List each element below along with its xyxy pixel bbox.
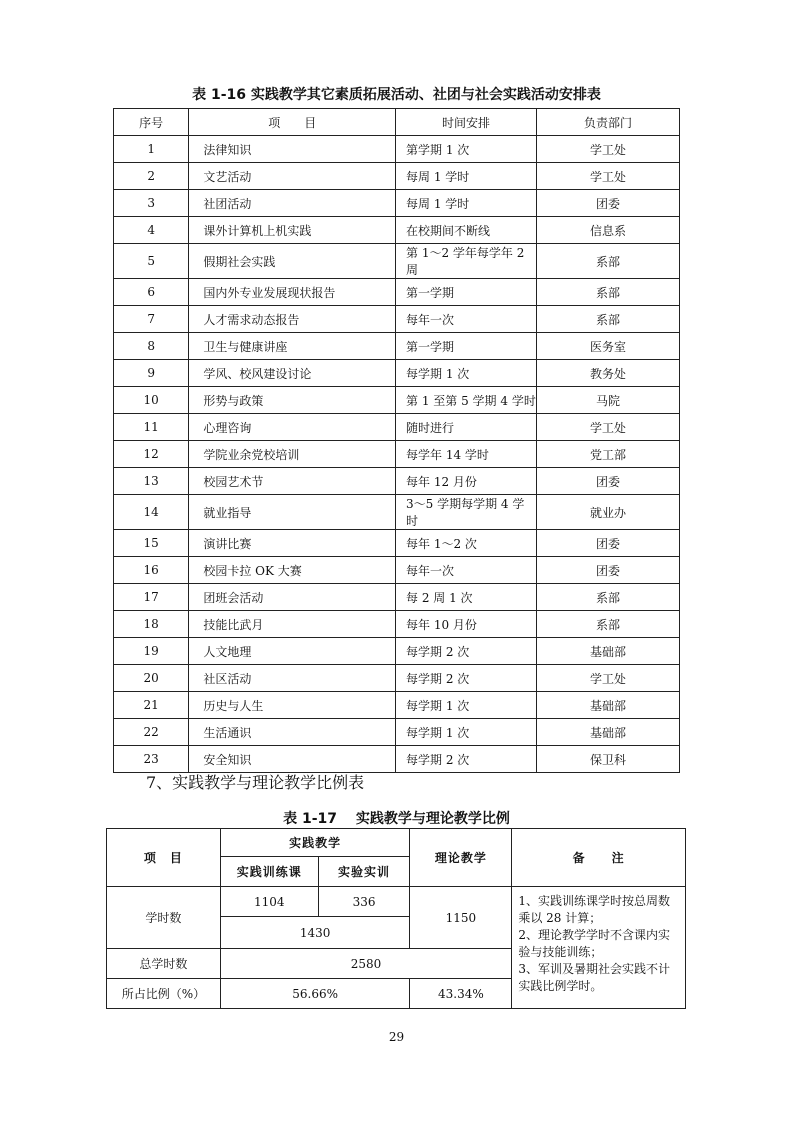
- row-index: 23: [114, 746, 189, 773]
- row-item: 课外计算机上机实践: [189, 217, 396, 244]
- table-row: [114, 638, 680, 665]
- row-department: 党工部: [536, 441, 679, 468]
- table-row: [114, 530, 680, 557]
- row-time: 每周 1 学时: [396, 163, 537, 190]
- remark-2: 2、理论教学学时不含课内实验与技能训练；: [518, 928, 670, 959]
- row-department: 就业办: [536, 495, 679, 530]
- row-index: 16: [114, 557, 189, 584]
- table-row: [114, 306, 680, 333]
- row-department: 学工处: [536, 163, 679, 190]
- table1-title: 表 1-16 实践教学其它素质拓展活动、社团与社会实践活动安排表: [192, 87, 601, 103]
- header-index: 序号: [114, 109, 189, 136]
- header-department: 负责部门: [536, 109, 679, 136]
- item-header: 项 目: [107, 829, 221, 887]
- row-department: 基础部: [536, 719, 679, 746]
- remarks-cell: [512, 887, 686, 1009]
- row-time: 每年一次: [396, 306, 537, 333]
- row-time: 每学期 2 次: [396, 665, 537, 692]
- header-time: 时间安排: [396, 109, 537, 136]
- row-item: 学风、校风建设讨论: [189, 360, 396, 387]
- row-item: 校园卡拉 OK 大赛: [189, 557, 396, 584]
- row-time: 随时进行: [396, 414, 537, 441]
- row-index: 6: [114, 279, 189, 306]
- row-index: 18: [114, 611, 189, 638]
- training-header: 实践训练课: [220, 857, 318, 887]
- table-row: [114, 333, 680, 360]
- row-index: 2: [114, 163, 189, 190]
- table-row: [114, 665, 680, 692]
- row-item: 社团活动: [189, 190, 396, 217]
- row-department: 团委: [536, 190, 679, 217]
- row-time: 第 1～2 学年每学年 2 周: [396, 244, 537, 279]
- remark-3: 3、军训及暑期社会实践不计实践比例学时。: [518, 962, 670, 993]
- row-time: 第 1 至第 5 学期 4 学时: [396, 387, 537, 414]
- row-department: 保卫科: [536, 746, 679, 773]
- row-department: 团委: [536, 530, 679, 557]
- row-index: 5: [114, 244, 189, 279]
- row-item: 卫生与健康讲座: [189, 333, 396, 360]
- practice-header: 实践教学: [220, 829, 410, 857]
- row-index: 10: [114, 387, 189, 414]
- row-item: 技能比武月: [189, 611, 396, 638]
- row-index: 8: [114, 333, 189, 360]
- row-time: 每学期 2 次: [396, 638, 537, 665]
- row-item: 历史与人生: [189, 692, 396, 719]
- table-row: [114, 244, 680, 279]
- table-row: [114, 441, 680, 468]
- table-row: [114, 387, 680, 414]
- table-row: [114, 719, 680, 746]
- row-item: 国内外专业发展现状报告: [189, 279, 396, 306]
- row-index: 12: [114, 441, 189, 468]
- ratio-label: 所占比例（%）: [107, 979, 221, 1009]
- experiment-header: 实验实训: [318, 857, 410, 887]
- row-item: 人文地理: [189, 638, 396, 665]
- row-index: 13: [114, 468, 189, 495]
- row-index: 21: [114, 692, 189, 719]
- row-department: 学工处: [536, 665, 679, 692]
- row-index: 20: [114, 665, 189, 692]
- table2-title: 表 1-17 实践教学与理论教学比例: [283, 811, 510, 827]
- row-department: 团委: [536, 557, 679, 584]
- row-index: 17: [114, 584, 189, 611]
- row-index: 15: [114, 530, 189, 557]
- table-row: [114, 190, 680, 217]
- row-time: 第学期 1 次: [396, 136, 537, 163]
- row-department: 系部: [536, 584, 679, 611]
- row-time: 第一学期: [396, 279, 537, 306]
- row-item: 人才需求动态报告: [189, 306, 396, 333]
- table-header-row: [114, 109, 680, 136]
- row-item: 安全知识: [189, 746, 396, 773]
- row-department: 系部: [536, 279, 679, 306]
- row-department: 系部: [536, 611, 679, 638]
- row-time: 每学期 1 次: [396, 719, 537, 746]
- row-index: 7: [114, 306, 189, 333]
- table-row: [114, 163, 680, 190]
- table-row: [114, 495, 680, 530]
- row-department: 系部: [536, 306, 679, 333]
- row-time: 每年 10 月份: [396, 611, 537, 638]
- table-body: [114, 136, 680, 773]
- practice-ratio: 56.66%: [220, 979, 410, 1009]
- row-item: 形势与政策: [189, 387, 396, 414]
- row-time: 3～5 学期每学期 4 学时: [396, 495, 537, 530]
- table-row: [114, 136, 680, 163]
- row-department: 医务室: [536, 333, 679, 360]
- row-department: 学工处: [536, 136, 679, 163]
- row-time: 每学期 1 次: [396, 692, 537, 719]
- row-department: 团委: [536, 468, 679, 495]
- row-item: 就业指导: [189, 495, 396, 530]
- row-index: 9: [114, 360, 189, 387]
- row-department: 系部: [536, 244, 679, 279]
- row-index: 11: [114, 414, 189, 441]
- row-time: 每年 12 月份: [396, 468, 537, 495]
- row-index: 22: [114, 719, 189, 746]
- row-time: 每 2 周 1 次: [396, 584, 537, 611]
- row-item: 假期社会实践: [189, 244, 396, 279]
- table-row: [114, 557, 680, 584]
- row-item: 社区活动: [189, 665, 396, 692]
- table-row: [114, 468, 680, 495]
- row-item: 生活通识: [189, 719, 396, 746]
- practice-total-hours: 1430: [220, 917, 410, 949]
- row-department: 马院: [536, 387, 679, 414]
- row-item: 演讲比赛: [189, 530, 396, 557]
- row-department: 信息系: [536, 217, 679, 244]
- table-row: [114, 360, 680, 387]
- hours-label: 学时数: [107, 887, 221, 949]
- activity-schedule-table: [113, 108, 680, 773]
- row-time: 每学期 1 次: [396, 360, 537, 387]
- row-index: 4: [114, 217, 189, 244]
- row-item: 法律知识: [189, 136, 396, 163]
- experiment-hours: 336: [318, 887, 410, 917]
- theory-ratio: 43.34%: [410, 979, 512, 1009]
- row-time: 每年一次: [396, 557, 537, 584]
- remarks-header: 备 注: [512, 829, 686, 887]
- row-department: 教务处: [536, 360, 679, 387]
- row-index: 14: [114, 495, 189, 530]
- row-department: 基础部: [536, 638, 679, 665]
- header-item: 项 目: [189, 109, 396, 136]
- table-row: [114, 217, 680, 244]
- row-time: 每学期 2 次: [396, 746, 537, 773]
- table-row: [114, 279, 680, 306]
- row-time: 在校期间不断线: [396, 217, 537, 244]
- training-hours: 1104: [220, 887, 318, 917]
- ratio-table: [106, 828, 686, 1009]
- row-department: 学工处: [536, 414, 679, 441]
- row-time: 第一学期: [396, 333, 537, 360]
- section-heading: 7、实践教学与理论教学比例表: [146, 773, 365, 792]
- row-item: 团班会活动: [189, 584, 396, 611]
- total-hours-label: 总学时数: [107, 949, 221, 979]
- theory-header: 理论教学: [410, 829, 512, 887]
- table-row: [114, 414, 680, 441]
- row-index: 19: [114, 638, 189, 665]
- remark-1: 1、实践训练课学时按总周数乘以 28 计算；: [518, 894, 670, 925]
- total-hours: 2580: [220, 949, 512, 979]
- row-item: 文艺活动: [189, 163, 396, 190]
- row-department: 基础部: [536, 692, 679, 719]
- table-row: [114, 584, 680, 611]
- row-time: 每年 1～2 次: [396, 530, 537, 557]
- row-time: 每学年 14 学时: [396, 441, 537, 468]
- row-item: 心理咨询: [189, 414, 396, 441]
- page-number: 29: [388, 1030, 405, 1044]
- row-index: 1: [114, 136, 189, 163]
- row-item: 学院业余党校培训: [189, 441, 396, 468]
- row-item: 校园艺术节: [189, 468, 396, 495]
- row-time: 每周 1 学时: [396, 190, 537, 217]
- table-row: [114, 746, 680, 773]
- row-index: 3: [114, 190, 189, 217]
- table-row: [114, 692, 680, 719]
- table-row: [114, 611, 680, 638]
- theory-hours: 1150: [410, 887, 512, 949]
